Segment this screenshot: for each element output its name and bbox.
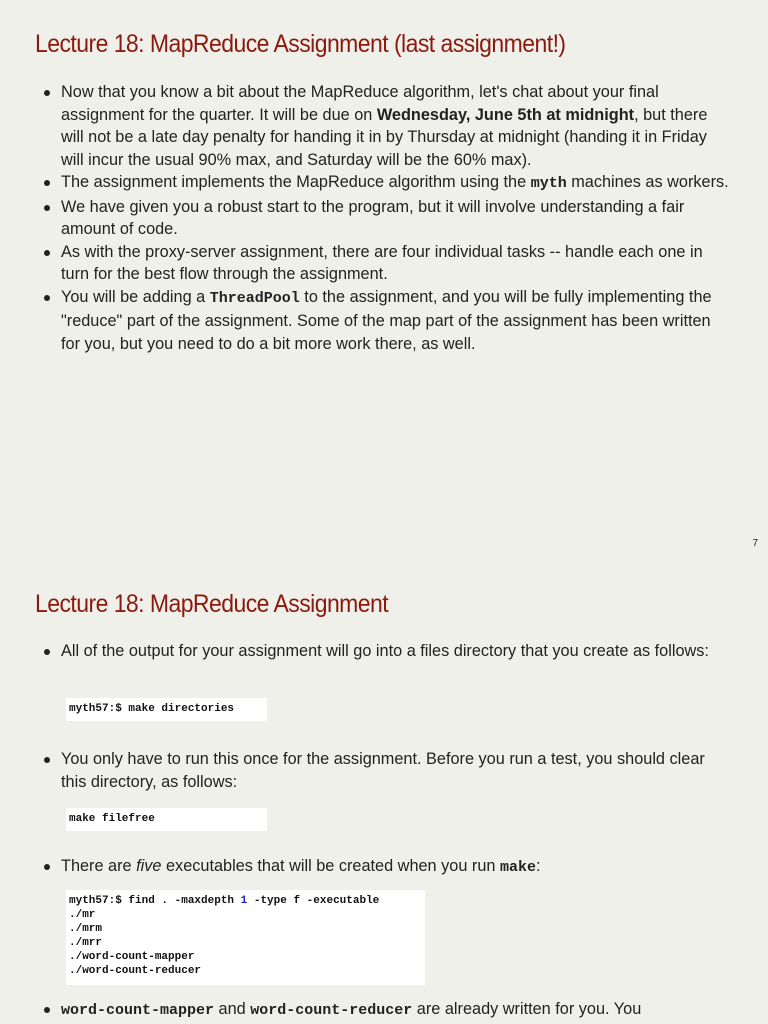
list-item	[0, 998, 768, 1023]
bullet-text: All of the output for your assignment will go into a files directory that you create as follows:	[61, 642, 709, 660]
bullet-text: As with the proxy-server assignment, there are four individual tasks -- handle each one in turn for the best flow through the assignment.	[61, 242, 703, 283]
list-item	[0, 81, 768, 171]
code-text: -type f -executable	[247, 895, 380, 907]
bullet-text: are already written for you. You	[412, 1000, 642, 1018]
list-item	[0, 286, 768, 356]
slide-title: Lecture 18: MapReduce Assignment	[35, 590, 389, 618]
bullet-text: You only have to run this once for the assignment. Before you run a test, you should clear this directory, as follows:	[61, 750, 705, 791]
inline-code: word-count-mapper	[61, 1002, 215, 1019]
slide-title: Lecture 18: MapReduce Assignment (last assignment!)	[35, 30, 566, 58]
bullet-text: :	[535, 857, 541, 875]
list-item	[0, 241, 768, 286]
code-line: ./word-count-mapper	[69, 951, 195, 963]
bullet-text: executables that will be created when you run	[161, 857, 500, 875]
list-item	[0, 855, 768, 880]
page-number: 7	[752, 538, 758, 549]
code-line: ./word-count-reducer	[69, 965, 202, 977]
bullet-text: to the assignment, and you will be fully implementing the "reduce" part of the assignment. Some of the map part of the assignment has been written for you, but you need to do a bit more work there, as well.	[61, 287, 712, 353]
list-item	[0, 748, 768, 793]
inline-code: ThreadPool	[209, 289, 300, 307]
code-line: ./mrm	[69, 923, 103, 935]
list-item	[0, 196, 768, 241]
inline-code: make	[499, 859, 536, 876]
code-block: make filefree	[66, 808, 267, 831]
bullet-text: You will be adding a	[61, 287, 210, 306]
code-line: ./mrr	[69, 937, 103, 949]
inline-code: myth	[530, 175, 567, 192]
bullet-text: machines as workers.	[566, 173, 729, 191]
code-number: 1	[240, 895, 248, 907]
bullet-text: The assignment implements the MapReduce algorithm using the	[61, 173, 531, 191]
list-item	[0, 640, 768, 663]
emphasis-text: five	[136, 857, 162, 875]
bullet-text: There are	[61, 857, 137, 875]
code-block: myth57:$ make directories	[66, 698, 267, 721]
bullet-list	[0, 855, 768, 880]
bullet-list	[0, 748, 768, 793]
bullet-list	[0, 998, 768, 1023]
code-line: ./mr	[69, 909, 96, 921]
bullet-text: Now that you know a bit about the MapReduce algorithm, let's chat about your final assignment for the quarter. It will be due on	[61, 83, 659, 124]
bullet-list	[0, 640, 768, 663]
slide-8	[0, 558, 768, 1024]
bullet-list	[0, 81, 768, 355]
inline-code: word-count-reducer	[250, 1002, 413, 1019]
code-block	[66, 890, 425, 985]
code-text: myth57:$ find . -maxdepth	[69, 895, 241, 907]
list-item	[0, 171, 768, 196]
due-date: Wednesday, June 5th at midnight	[376, 105, 635, 124]
bullet-text: , but there will not be a late day penalty for handing it in by Thursday at midnight (handing it in Friday will incur the usual 90% max, and Saturday will be the 60% max).	[61, 105, 708, 169]
bullet-text: and	[214, 1000, 251, 1018]
bullet-text: We have given you a robust start to the program, but it will involve understanding a fair amount of code.	[61, 197, 685, 238]
